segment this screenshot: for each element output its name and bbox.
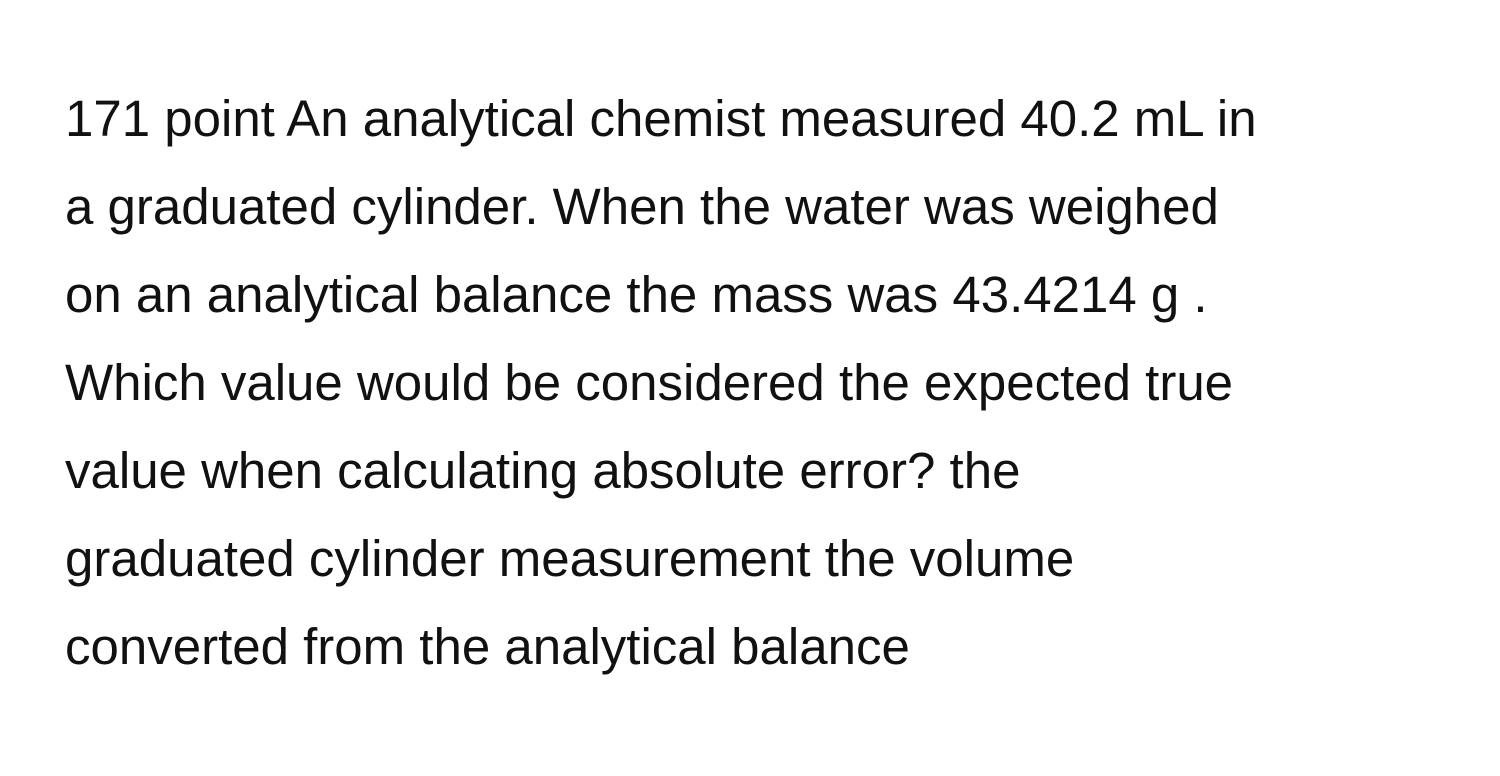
- question-line: on an analytical balance the mass was 43.4214 g .: [65, 266, 1208, 323]
- question-line: converted from the analytical balance: [65, 618, 910, 675]
- question-line: graduated cylinder measurement the volume: [65, 530, 1075, 587]
- question-line: a graduated cylinder. When the water was weighed: [65, 178, 1219, 235]
- question-line: Which value would be considered the expected true: [65, 354, 1234, 411]
- question-line: 171 point An analytical chemist measured 40.2 mL in: [65, 90, 1257, 147]
- question-text: [65, 75, 1465, 691]
- question-line: value when calculating absolute error? the: [65, 442, 1021, 499]
